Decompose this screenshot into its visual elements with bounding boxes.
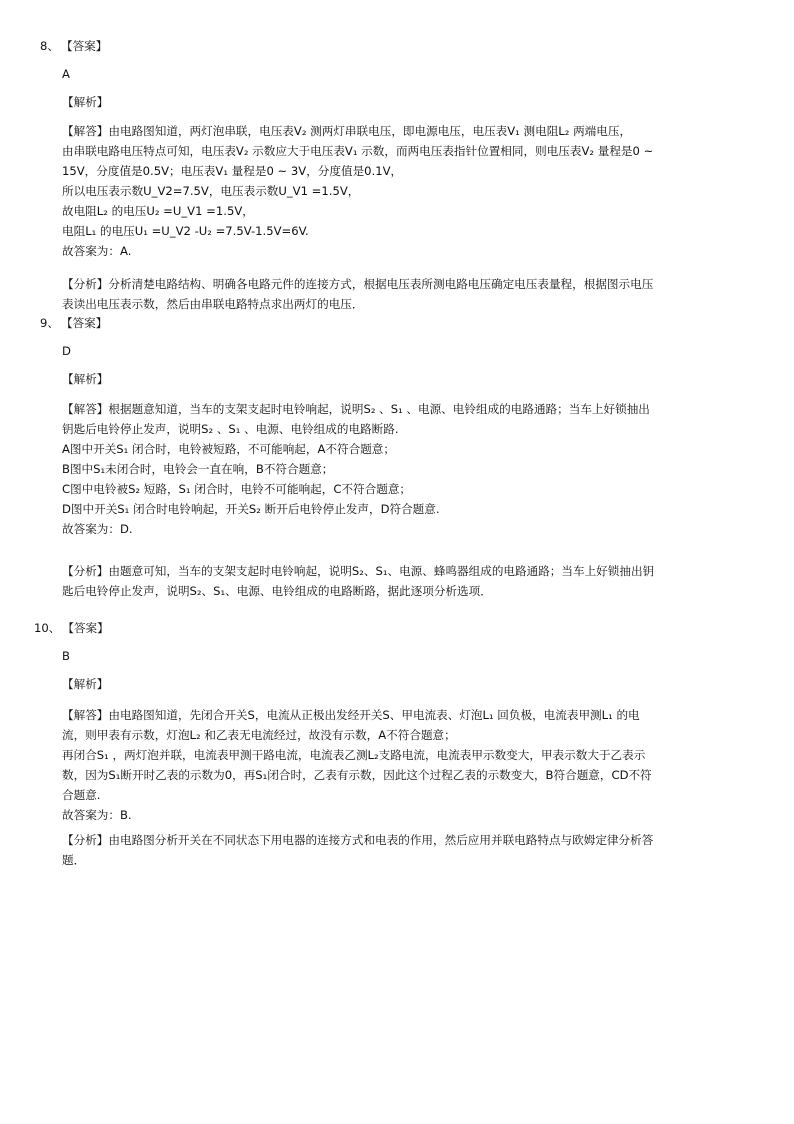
detail-line: 流，则甲表有示数，灯泡L₂ 和乙表无电流经过，故没有示数，A不符合题意；: [62, 728, 456, 742]
detail-block: [62, 121, 722, 261]
detail-line: 故答案为：B.: [62, 808, 132, 822]
detail-line: 电阻L₁ 的电压U₁ =U_V2 -U₂ =7.5V-1.5V=6V.: [62, 224, 309, 238]
detail-line: 故答案为：A.: [62, 244, 132, 258]
detail-line: 故电阻L₂ 的电压U₂ =U_V1 =1.5V，: [62, 204, 254, 218]
detail-line: 由串联电路电压特点可知，电压表V₂ 示数应大于电压表V₁ 示数，而两电压表指针位置相同，则电压表V₂ 量程是0 ~: [62, 144, 654, 158]
detail-line: 所以电压表示数U_V2=7.5V，电压表示数U_V1 =1.5V，: [62, 184, 360, 198]
question-number: 10、: [34, 621, 61, 635]
question-number: 8、: [40, 39, 59, 53]
answer-tag: 【答案】: [62, 621, 109, 635]
detail-line: 15V，分度值是0.5V；电压表V₁ 量程是0 ~ 3V，分度值是0.1V，: [62, 164, 403, 178]
detail-line: A图中开关S₁ 闭合时，电铃被短路，不可能响起，A不符合题意；: [62, 442, 395, 456]
summary-block: [62, 830, 722, 870]
detail-line: 钥匙后电铃停止发声，说明S₂ 、S₁ 、电源、电铃组成的电路断路.: [62, 422, 399, 436]
answer-tag: 【答案】: [60, 39, 108, 53]
question-header: [34, 620, 109, 637]
summary-line: 匙后电铃停止发声，说明S₂、S₁、电源、电铃组成的电路断路，据此逐项分析选项．: [62, 584, 492, 598]
answer-tag: 【答案】: [60, 316, 108, 330]
detail-line: 【解答】根据题意知道，当车的支架支起时电铃响起，说明S₂ 、S₁ 、电源、电铃组成的电路通路；当车上好锁抽出: [62, 402, 650, 416]
detail-line: 再闭合S₁ ，两灯泡并联，电流表甲测干路电流，电流表乙测L₂支路电流，电流表甲示数变大，甲表示数大于乙表示: [62, 748, 646, 762]
analysis-tag: 【解析】: [62, 677, 109, 691]
summary-line: 【分析】由题意可知，当车的支架支起时电铃响起，说明S₂、S₁、电源、蜂鸣器组成的电路通路；当车上好锁抽出钥: [62, 564, 655, 578]
answer-choice: A: [62, 67, 70, 81]
summary-block: [62, 561, 722, 601]
summary-line: 【分析】分析清楚电路结构、明确各电路元件的连接方式，根据电压表所测电路电压确定电压表量程，根据图示电压: [62, 277, 654, 291]
detail-line: 【解答】由电路图知道，先闭合开关S，电流从正极出发经开关S、甲电流表、灯泡L₁ 回负极，电流表甲测L₁ 的电: [62, 708, 640, 722]
detail-line: D图中开关S₁ 闭合时电铃响起，开关S₂ 断开后电铃停止发声，D符合题意.: [62, 502, 440, 516]
summary-line: 表读出电压表示数，然后由串联电路特点求出两灯的电压．: [62, 297, 364, 311]
summary-block: [62, 274, 722, 314]
question-header: [40, 315, 107, 332]
detail-line: 故答案为：D.: [62, 522, 133, 536]
analysis-tag: 【解析】: [62, 95, 109, 109]
answer-choice: B: [62, 649, 70, 663]
question-header: [40, 38, 107, 55]
detail-line: 【解答】由电路图知道，两灯泡串联，电压表V₂ 测两灯串联电压，即电源电压，电压表V₁ 测电阻L₂ 两端电压，: [62, 124, 632, 138]
detail-line: B图中S₁未闭合时，电铃会一直在响，B不符合题意；: [62, 462, 334, 476]
detail-line: C图中电铃被S₂ 短路，S₁ 闭合时，电铃不可能响起，C不符合题意；: [62, 482, 412, 496]
detail-line: 合题意.: [62, 788, 101, 802]
detail-block: [62, 705, 722, 825]
answer-choice: D: [62, 344, 71, 358]
analysis-tag: 【解析】: [62, 372, 109, 386]
question-number: 9、: [40, 316, 59, 330]
detail-block: [62, 399, 722, 539]
summary-line: 题．: [62, 853, 86, 867]
detail-line: 数，因为S₁断开时乙表的示数为0，再S₁闭合时，乙表有示数，因此这个过程乙表的示数变大，B符合题意，CD不符: [62, 768, 652, 782]
summary-line: 【分析】由电路图分析开关在不同状态下用电器的连接方式和电表的作用，然后应用并联电路特点与欧姆定律分析答: [62, 833, 654, 847]
